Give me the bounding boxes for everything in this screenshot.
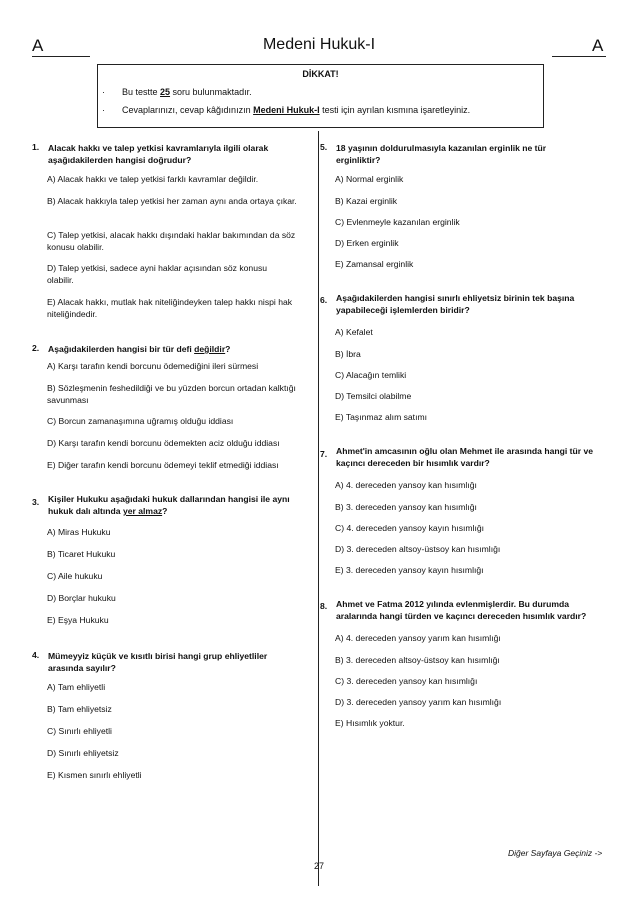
option-d[interactable]: D) Erken erginlik [335,238,399,248]
option-a[interactable]: A) Miras Hukuku [47,527,111,537]
option-c[interactable]: C) 3. dereceden yansoy kan hısımlığı [335,676,478,686]
option-e[interactable]: E) Eşya Hukuku [47,615,109,625]
option-e[interactable]: E) 3. dereceden yansoy kayın hısımlığı [335,565,484,575]
column-divider [318,131,319,886]
option-e[interactable]: E) Diğer tarafın kendi borcunu ödemeyi teklif etmediği iddiası [47,460,279,470]
question-number: 7. [320,449,328,459]
question-stem: Alacak hakkı ve talep yetkisi kavramlarıyla ilgili olarak aşağıdakilerden hangisi doğrudur? [48,143,269,165]
option-e[interactable]: E) Zamansal erginlik [335,259,414,269]
option-d[interactable]: D) 3. dereceden yansoy yarım kan hısımlığı [335,697,502,707]
page-number: 27 [313,861,324,871]
option-b[interactable]: B) Sözleşmenin feshedildiği ve bu yüzden borcun ortadan kalktığı savunması [47,383,296,405]
test-name: Medeni Hukuk-I [253,105,320,115]
option-a[interactable]: A) Kefalet [335,327,373,337]
option-e[interactable]: E) Taşınmaz alım satımı [335,412,428,422]
question-stem: 18 yaşının doldurulmasıyla kazanılan erginlik ne tür erginliktir? [336,143,547,165]
option-b[interactable]: B) Alacak hakkıyla talep yetkisi her zaman aynı anda ortaya çıkar. [47,196,297,206]
question-stem: Aşağıdakilerden hangisi sınırlı ehliyetsiz birinin tek başına yapabileceği işlemlerden biridir? [336,293,575,315]
option-d[interactable]: D) Sınırlı ehliyetsiz [47,748,119,758]
option-d[interactable]: D) Talep yetkisi, sadece ayni haklar açısından söz konusu olabilir. [47,263,268,285]
question-number: 3. [32,497,40,507]
booklet-letter-left: A [32,36,44,55]
question-count: 25 [160,87,171,97]
option-b[interactable]: B) Ticaret Hukuku [47,549,116,559]
question-stem: Aşağıdakilerden hangisi bir tür defi değildir? [48,344,231,354]
option-a[interactable]: A) Tam ehliyetli [47,682,106,692]
option-a[interactable]: A) 4. dereceden yansoy yarım kan hısımlığı [335,633,501,643]
option-c[interactable]: C) Sınırlı ehliyetli [47,726,112,736]
option-b[interactable]: B) 3. dereceden altsoy-üstsoy kan hısımlığı [335,655,500,665]
option-e[interactable]: E) Alacak hakkı, mutlak hak niteliğindeyken talep hakkı nispi hak niteliğindedir. [47,297,293,319]
option-b[interactable]: B) 3. dereceden yansoy kan hısımlığı [335,502,477,512]
option-e[interactable]: E) Hısımlık yoktur. [335,718,405,728]
option-a[interactable]: A) Karşı tarafın kendi borcunu ödemediğini ileri sürmesi [47,361,259,371]
bullet-icon: · [102,105,105,115]
option-b[interactable]: B) İbra [335,349,361,359]
option-d[interactable]: D) Temsilci olabilme [335,391,412,401]
question-stem: Mümeyyiz küçük ve kısıtlı birisi hangi grup ehliyetliler arasında sayılır? [48,651,268,673]
question-stem: Ahmet'in amcasının oğlu olan Mehmet ile arasında hangi tür ve kaçıncı dereceden bir hısımlık vardır? [336,446,594,468]
option-d[interactable]: D) Karşı tarafın kendi borcunu ödemekten aciz olduğu iddiası [47,438,280,448]
option-c[interactable]: C) Borcun zamanaşımına uğramış olduğu iddiası [47,416,234,426]
question-number: 1. [32,142,40,152]
question-number: 2. [32,343,40,353]
option-a[interactable]: A) Normal erginlik [335,174,404,184]
notice-line-1: · Bu testte 25 soru bulunmaktadır. [102,87,252,97]
notice-box [97,64,544,128]
option-a[interactable]: A) 4. dereceden yansoy kan hısımlığı [335,480,477,490]
question-stem: Kişiler Hukuku aşağıdaki hukuk dallarından hangisi ile aynı hukuk dalı altında yer almaz? [48,494,290,516]
option-a[interactable]: A) Alacak hakkı ve talep yetkisi farklı kavramlar değildir. [47,174,259,184]
option-b[interactable]: B) Kazai erginlik [335,196,398,206]
bullet-icon: · [102,87,105,97]
question-number: 6. [320,295,328,305]
next-page-note: Diğer Sayfaya Geçiniz -> [508,848,603,858]
option-b[interactable]: B) Tam ehliyetsiz [47,704,112,714]
option-e[interactable]: E) Kısmen sınırlı ehliyetli [47,770,142,780]
question-number: 5. [320,142,328,152]
question-number: 4. [32,650,40,660]
question-number: 8. [320,601,328,611]
notice-line-2: · Cevaplarınızı, cevap kâğıdınızın Medeni Hukuk-I testi için ayrılan kısmına işaretleyiniz. [102,105,471,115]
notice-title: DİKKAT! [302,69,339,79]
header-rule-left [32,56,90,57]
page-title: Medeni Hukuk-I [262,36,376,53]
option-c[interactable]: C) Talep yetkisi, alacak hakkı dışındaki haklar bakımından da söz konusu olabilir. [47,230,296,252]
header-rule-right [552,56,606,57]
option-c[interactable]: C) Alacağın temliki [335,370,407,380]
option-c[interactable]: C) 4. dereceden yansoy kayın hısımlığı [335,523,485,533]
option-d[interactable]: D) Borçlar hukuku [47,593,116,603]
option-c[interactable]: C) Aile hukuku [47,571,103,581]
booklet-letter-right: A [592,36,604,55]
question-stem: Ahmet ve Fatma 2012 yılında evlenmişlerdir. Bu durumda aralarında hangi türden ve kaçıncı dereceden hısımlık vardır? [336,599,587,621]
option-c[interactable]: C) Evlenmeyle kazanılan erginlik [335,217,460,227]
option-d[interactable]: D) 3. dereceden altsoy-üstsoy kan hısımlığı [335,544,501,554]
